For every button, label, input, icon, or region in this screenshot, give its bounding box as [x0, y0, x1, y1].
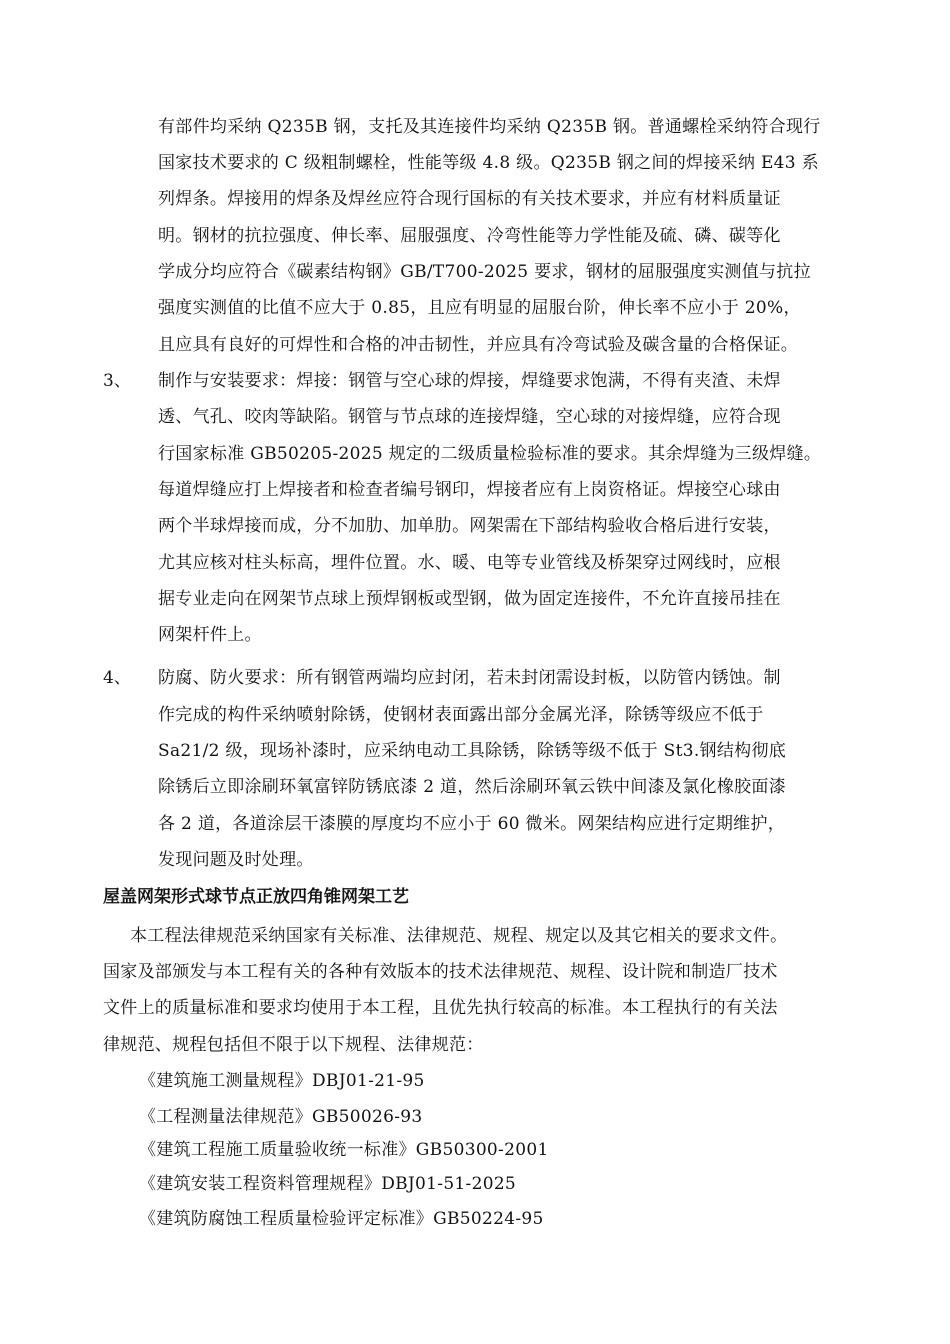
paragraph-line: 学成分均应符合《碳素结构钢》GB/T700-2025 要求，钢材的屈服强度实测值与抗拉 [158, 262, 811, 282]
paragraph-line: 列焊条。焊接用的焊条及焊丝应符合现行国标的有关技术要求，并应有材料质量证 [158, 189, 781, 209]
paragraph-line: 行国家标准 GB50205-2025 规定的二级质量检验标准的要求。其余焊缝为三级焊缝。 [158, 444, 822, 464]
paragraph-line: 作完成的构件采纳喷射除锈，使钢材表面露出部分金属光泽，除锈等级应不低于 [158, 705, 764, 725]
paragraph-line: 国家技术要求的 C 级粗制螺栓，性能等级 4.8 级。Q235B 钢之间的焊接采纳 E43 系 [158, 153, 819, 173]
standard-item: 《建筑施工测量规程》DBJ01-21-95 [139, 1071, 425, 1091]
section-heading: 屋盖网架形式球节点正放四角锥网架工艺 [103, 887, 409, 907]
paragraph-line: 两个半球焊接而成，分不加肋、加单肋。网架需在下部结构验收合格后进行安装， [158, 516, 781, 536]
paragraph-line: 防腐、防火要求：所有钢管两端均应封闭，若未封闭需设封板，以防管内锈蚀。制 [158, 668, 781, 688]
standard-item: 《建筑安装工程资料管理规程》DBJ01-51-2025 [139, 1174, 517, 1194]
paragraph-line: 制作与安装要求：焊接：钢管与空心球的焊接，焊缝要求饱满，不得有夹渣、未焊 [158, 371, 781, 391]
paragraph-line: 强度实测值的比值不应大于 0.85，且应有明显的屈服台阶，伸长率不应小于 20%， [158, 298, 801, 318]
paragraph-line: 明。钢材的抗拉强度、伸长率、屈服强度、冷弯性能等力学性能及硫、磷、碳等化 [158, 226, 781, 246]
paragraph-line: 律规范、规程包括但不限于以下规程、法律规范： [103, 1035, 484, 1055]
paragraph-line: 网架杆件上。 [158, 625, 262, 645]
paragraph-line: 有部件均采纳 Q235B 钢，支托及其连接件均采纳 Q235B 钢。普通螺栓采纳符合现行 [158, 117, 821, 137]
list-number: 3、 [103, 371, 131, 391]
paragraph-line: 文件上的质量标准和要求均使用于本工程，且优先执行较高的标准。本工程执行的有关法 [103, 998, 778, 1018]
paragraph-line: 透、气孔、咬肉等缺陷。钢管与节点球的连接焊缝，空心球的对接焊缝，应符合现 [158, 407, 781, 427]
paragraph-line: 尤其应核对柱头标高，埋件位置。水、暖、电等专业管线及桥架穿过网线时，应根 [158, 553, 781, 573]
paragraph-line: 各 2 道，各道涂层干漆膜的厚度均不应小于 60 微米。网架结构应进行定期维护， [158, 814, 786, 834]
paragraph-line: Sa21/2 级，现场补漆时，应采纳电动工具除锈，除锈等级不低于 St3.钢结构彻底 [158, 741, 787, 761]
paragraph-line: 发现问题及时处理。 [158, 850, 314, 870]
paragraph-line: 每道焊缝应打上焊接者和检查者编号钢印，焊接者应有上岗资格证。焊接空心球由 [158, 480, 781, 500]
paragraph-line: 本工程法律规范采纳国家有关标准、法律规范、规程、规定以及其它相关的要求文件。 [130, 926, 788, 946]
paragraph-line: 据专业走向在网架节点球上预焊钢板或型钢，做为固定连接件，不允许直接吊挂在 [158, 589, 781, 609]
paragraph-line: 且应具有良好的可焊性和合格的冲击韧性，并应具有冷弯试验及碳含量的合格保证。 [158, 335, 799, 355]
paragraph-line: 国家及部颁发与本工程有关的各种有效版本的技术法律规范、规程、设计院和制造厂技术 [103, 962, 778, 982]
paragraph-line: 除锈后立即涂刷环氧富锌防锈底漆 2 道，然后涂刷环氧云铁中间漆及氯化橡胶面漆 [158, 777, 787, 797]
standard-item: 《建筑防腐蚀工程质量检验评定标准》GB50224-95 [139, 1209, 544, 1229]
standard-item: 《工程测量法律规范》GB50026-93 [139, 1107, 423, 1127]
list-number: 4、 [103, 668, 131, 688]
standard-item: 《建筑工程施工质量验收统一标准》GB50300-2001 [139, 1140, 549, 1160]
